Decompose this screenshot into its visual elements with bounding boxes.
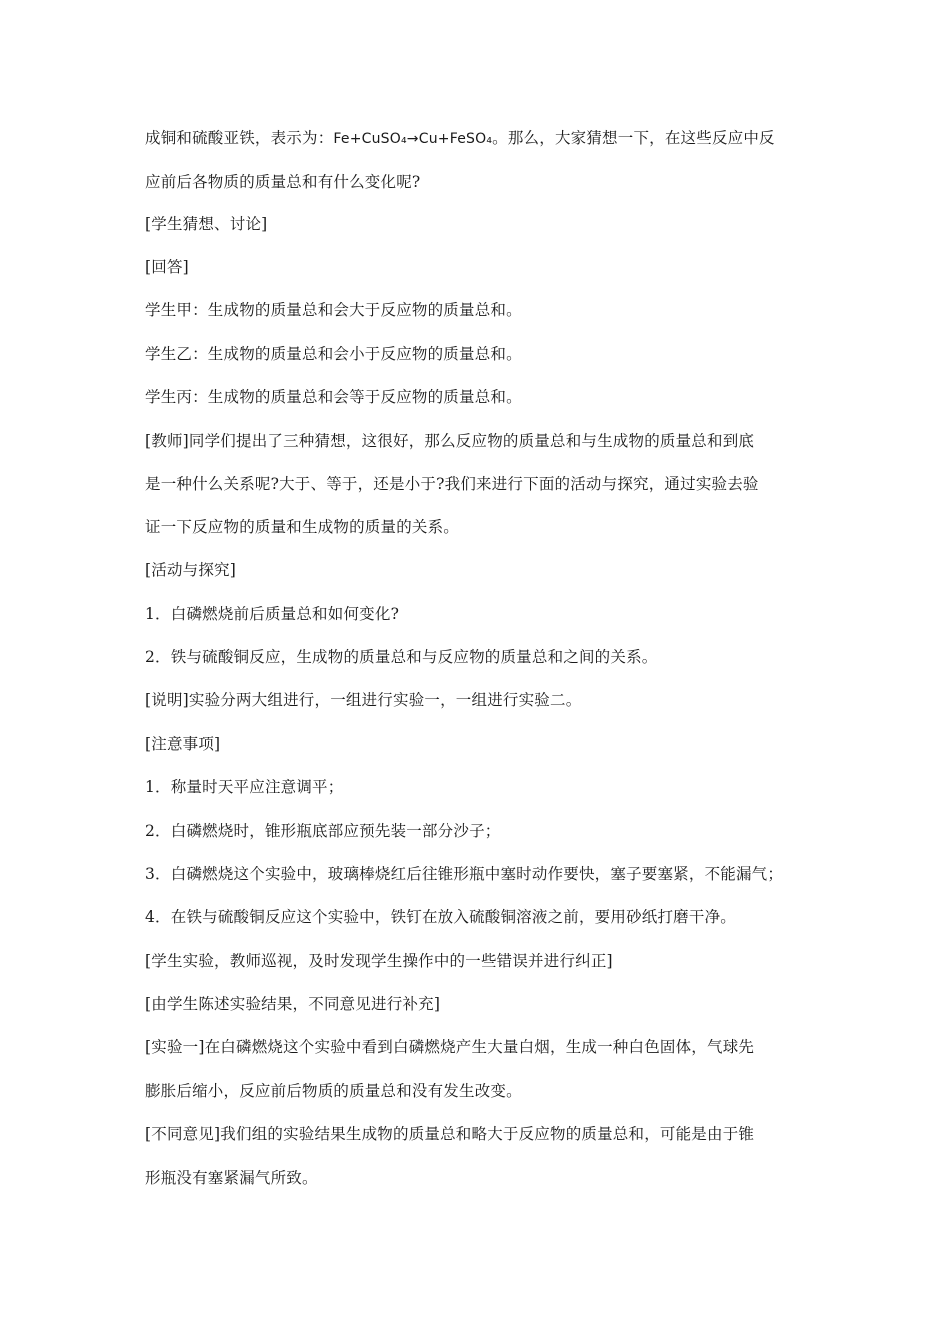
section-label: [注意事项] [145,735,221,753]
paragraph-line: 是一种什么关系呢?大于、等于，还是小于?我们来进行下面的活动与探究，通过实验去验 [145,475,759,493]
paragraph-line [145,128,775,149]
list-item: 2．铁与硫酸铜反应，生成物的质量总和与反应物的质量总和之间的关系。 [145,648,658,666]
section-label: [由学生陈述实验结果，不同意见进行补充] [145,995,441,1013]
paragraph-line: 膨胀后缩小，反应前后物质的质量总和没有发生改变。 [145,1082,522,1100]
paragraph-line: 学生甲：生成物的质量总和会大于反应物的质量总和。 [145,301,522,319]
paragraph-line: [说明]实验分两大组进行，一组进行实验一，一组进行实验二。 [145,691,582,709]
section-label: [回答] [145,258,189,276]
section-label: [学生实验，教师巡视，及时发现学生操作中的一些错误并进行纠正] [145,952,613,970]
section-label: [活动与探究] [145,561,236,579]
paragraph-line: [实验一]在白磷燃烧这个实验中看到白磷燃烧产生大量白烟，生成一种白色固体，气球先 [145,1038,755,1056]
section-label: [学生猜想、讨论] [145,215,268,233]
list-item: 1．白磷燃烧前后质量总和如何变化? [145,605,400,623]
list-item: 3．白磷燃烧这个实验中，玻璃棒烧红后往锥形瓶中塞时动作要快，塞子要塞紧，不能漏气； [145,865,784,883]
paragraph-line: [教师]同学们提出了三种猜想，这很好，那么反应物的质量总和与生成物的质量总和到底 [145,432,755,450]
line-text: 。那么，大家猜想一下，在这些反应中反 [492,129,775,147]
paragraph-line: 应前后各物质的质量总和有什么变化呢? [145,173,421,191]
line-text: 成铜和硫酸亚铁，表示为： [145,129,334,147]
paragraph-line: [不同意见]我们组的实验结果生成物的质量总和略大于反应物的质量总和，可能是由于锥 [145,1125,755,1143]
list-item: 1．称量时天平应注意调平； [145,778,344,796]
list-item: 2．白磷燃烧时，锥形瓶底部应预先装一部分沙子； [145,822,501,840]
paragraph-line: 形瓶没有塞紧漏气所致。 [145,1169,318,1187]
list-item: 4．在铁与硫酸铜反应这个实验中，铁钉在放入硫酸铜溶液之前，要用砂纸打磨干净。 [145,908,736,926]
paragraph-line: 学生乙：生成物的质量总和会小于反应物的质量总和。 [145,345,522,363]
chemical-equation: Fe+CuSO₄→Cu+FeSO₄ [333,131,493,147]
paragraph-line: 学生丙：生成物的质量总和会等于反应物的质量总和。 [145,388,522,406]
paragraph-line: 证一下反应物的质量和生成物的质量的关系。 [145,518,460,536]
